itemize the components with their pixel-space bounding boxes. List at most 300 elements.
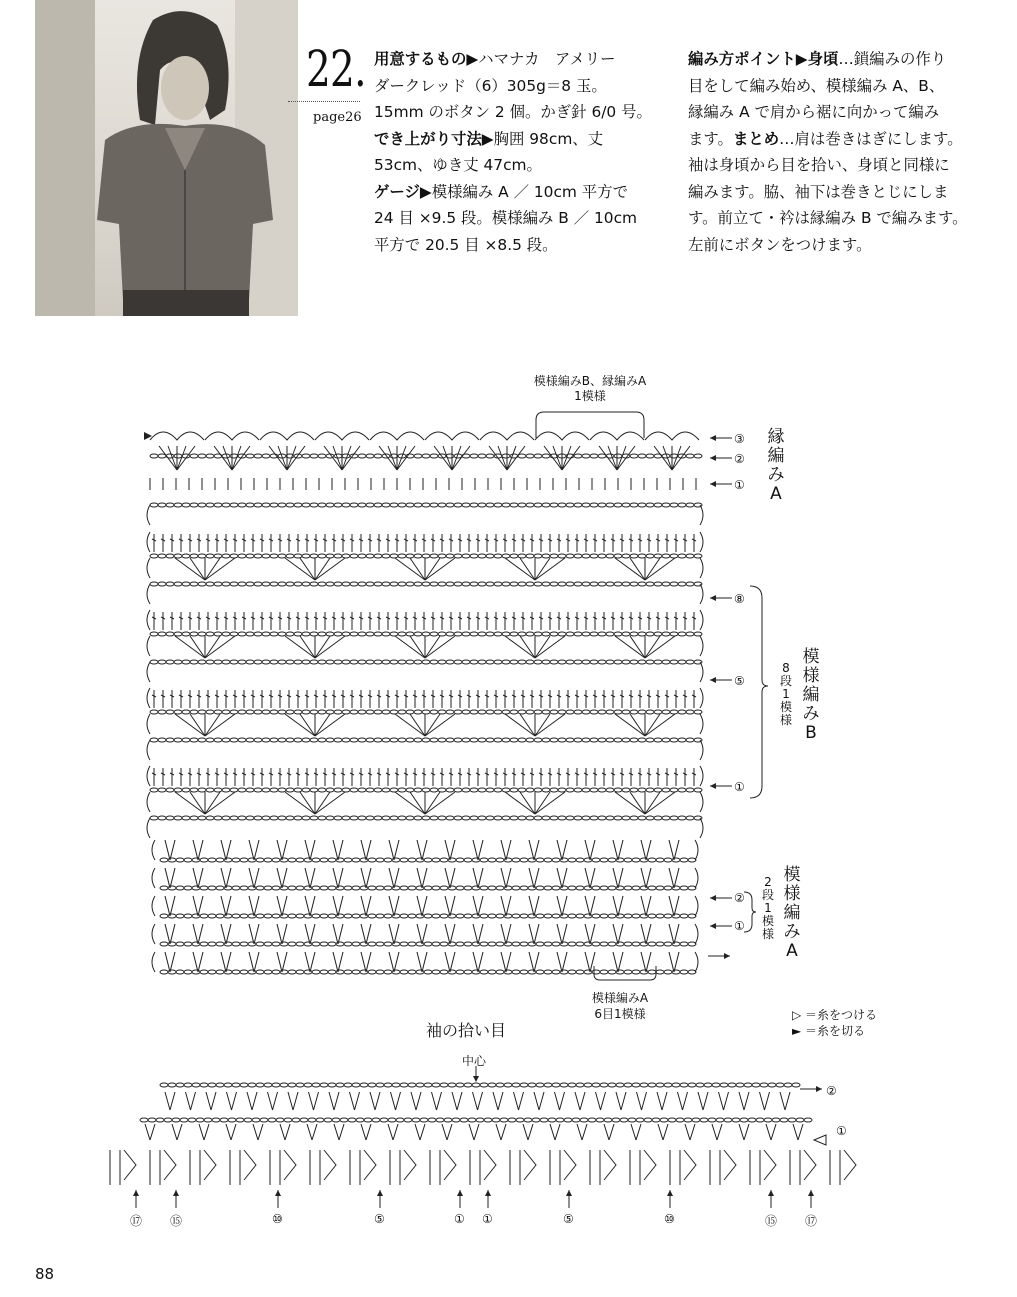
chain-stitch bbox=[222, 816, 230, 820]
chain-stitch bbox=[286, 582, 294, 586]
materials-line-2: ダークレッド（6）305g＝8 玉。 bbox=[374, 76, 607, 95]
chain-stitch bbox=[470, 816, 478, 820]
chain-stitch bbox=[502, 632, 510, 636]
chain-stitch bbox=[686, 788, 694, 792]
fan-stitch bbox=[205, 792, 235, 814]
chain-stitch bbox=[472, 1083, 480, 1087]
chain-stitch bbox=[430, 788, 438, 792]
fan-stitch bbox=[425, 558, 440, 580]
v-stitch bbox=[646, 868, 651, 888]
chain-stitch bbox=[542, 788, 550, 792]
chain-stitch bbox=[536, 914, 544, 918]
v-stitch bbox=[366, 840, 371, 860]
chain-stitch bbox=[680, 970, 688, 974]
chain-stitch bbox=[256, 970, 264, 974]
chain-stitch bbox=[502, 454, 510, 458]
v-stitch bbox=[282, 896, 287, 916]
chain-stitch bbox=[198, 816, 206, 820]
arrow-up-icon bbox=[457, 1190, 463, 1196]
chain-stitch bbox=[480, 942, 488, 946]
chain-stitch bbox=[590, 503, 598, 507]
v-stitch bbox=[389, 896, 394, 916]
chain-stitch bbox=[182, 660, 190, 664]
chain-stitch bbox=[430, 454, 438, 458]
fan-stitch bbox=[205, 636, 220, 658]
chain-stitch bbox=[614, 738, 622, 742]
chain-stitch bbox=[608, 942, 616, 946]
chain-stitch bbox=[520, 942, 528, 946]
arrow-left-icon bbox=[710, 595, 716, 601]
chain-stitch bbox=[656, 970, 664, 974]
chain-stitch bbox=[246, 454, 254, 458]
chain-stitch bbox=[456, 942, 464, 946]
chain-stitch bbox=[286, 710, 294, 714]
v-stitch bbox=[366, 924, 371, 944]
chain-stitch bbox=[308, 1118, 316, 1122]
v-stitch bbox=[445, 952, 450, 972]
chain-stitch bbox=[400, 886, 408, 890]
chain-stitch bbox=[528, 970, 536, 974]
v-stitch bbox=[422, 924, 427, 944]
chain-stitch bbox=[672, 970, 680, 974]
chain-stitch bbox=[534, 554, 542, 558]
chain-stitch bbox=[486, 454, 494, 458]
turning-chain bbox=[147, 532, 150, 552]
triangle-icon: ▶ bbox=[481, 129, 494, 148]
v-stitch bbox=[165, 896, 170, 916]
fan-stitch bbox=[505, 636, 535, 658]
edge-row-1: ① bbox=[734, 478, 745, 492]
top-label-2: 1模様 bbox=[574, 389, 606, 403]
fan-stitch bbox=[615, 714, 645, 736]
v-stitch bbox=[366, 952, 371, 972]
chain-stitch bbox=[208, 914, 216, 918]
chain-stitch bbox=[592, 1083, 600, 1087]
sleeve-mark-1-right: ① bbox=[482, 1212, 493, 1226]
chain-stitch bbox=[390, 816, 398, 820]
turning-chain bbox=[152, 924, 155, 944]
chain-stitch bbox=[428, 1118, 436, 1122]
v-stitch bbox=[249, 952, 254, 972]
chain-stitch bbox=[696, 1083, 704, 1087]
chain-stitch bbox=[302, 454, 310, 458]
v-stitch bbox=[641, 840, 646, 860]
chain-stitch bbox=[280, 942, 288, 946]
thread-attach-icon bbox=[814, 1135, 826, 1145]
fan-stitch bbox=[425, 792, 455, 814]
chain-stitch bbox=[456, 1083, 464, 1087]
v-stitch bbox=[636, 1124, 641, 1140]
chain-stitch bbox=[190, 816, 198, 820]
chain-stitch bbox=[598, 788, 606, 792]
chain-stitch bbox=[300, 1118, 308, 1122]
v-stitch bbox=[452, 1092, 457, 1110]
chain-stitch bbox=[472, 970, 480, 974]
chain-stitch bbox=[438, 503, 446, 507]
chain-stitch bbox=[558, 582, 566, 586]
chain-stitch bbox=[494, 503, 502, 507]
chain-stitch bbox=[776, 1083, 784, 1087]
v-stitch bbox=[478, 840, 483, 860]
fan-stitch bbox=[535, 558, 565, 580]
chain-stitch bbox=[672, 1083, 680, 1087]
chain-stitch bbox=[198, 554, 206, 558]
fan-stitch bbox=[520, 636, 535, 658]
chain-stitch bbox=[614, 816, 622, 820]
chain-stitch bbox=[382, 632, 390, 636]
chain-stitch bbox=[646, 554, 654, 558]
chain-stitch bbox=[388, 1118, 396, 1122]
chain-stitch bbox=[342, 582, 350, 586]
chain-stitch bbox=[454, 738, 462, 742]
materials-line-3: 15mm のボタン 2 個。かぎ針 6/0 号。 bbox=[374, 103, 652, 121]
chain-stitch bbox=[264, 942, 272, 946]
chain-stitch bbox=[200, 970, 208, 974]
chain-stitch bbox=[424, 886, 432, 890]
turning-chain bbox=[700, 818, 703, 838]
chain-stitch bbox=[406, 632, 414, 636]
chain-stitch bbox=[544, 942, 552, 946]
chain-stitch bbox=[358, 632, 366, 636]
chain-stitch bbox=[208, 970, 216, 974]
fan-stitch bbox=[315, 714, 345, 736]
chain-stitch bbox=[684, 1118, 692, 1122]
chain-stitch bbox=[598, 554, 606, 558]
chain-stitch bbox=[272, 858, 280, 862]
chain-stitch bbox=[582, 454, 590, 458]
chain-stitch bbox=[366, 632, 374, 636]
v-stitch bbox=[254, 952, 259, 972]
chain-stitch bbox=[504, 858, 512, 862]
v-stitch bbox=[338, 924, 343, 944]
chain-stitch bbox=[192, 914, 200, 918]
chain-stitch bbox=[464, 858, 472, 862]
chain-stitch bbox=[670, 660, 678, 664]
chain-stitch bbox=[366, 738, 374, 742]
arrow-left-icon bbox=[710, 923, 716, 929]
chain-stitch bbox=[566, 582, 574, 586]
v-stitch bbox=[254, 924, 259, 944]
chain-stitch bbox=[638, 503, 646, 507]
chain-stitch bbox=[166, 710, 174, 714]
v-stitch bbox=[674, 896, 679, 916]
chain-stitch bbox=[688, 886, 696, 890]
chain-stitch bbox=[662, 503, 670, 507]
chain-stitch bbox=[680, 914, 688, 918]
chain-stitch bbox=[544, 1083, 552, 1087]
v-stitch bbox=[445, 840, 450, 860]
v-stitch bbox=[613, 952, 618, 972]
pattern-b-row-5: ⑤ bbox=[734, 674, 745, 688]
fan-stitch bbox=[410, 558, 425, 580]
chain-stitch bbox=[160, 858, 168, 862]
chain-stitch bbox=[552, 914, 560, 918]
chain-stitch bbox=[384, 914, 392, 918]
chain-stitch bbox=[168, 886, 176, 890]
chain-stitch bbox=[174, 454, 182, 458]
turning-chain bbox=[152, 868, 155, 888]
chain-stitch bbox=[804, 1118, 812, 1122]
chain-stitch bbox=[294, 738, 302, 742]
v-stitch bbox=[473, 868, 478, 888]
fan-stitch bbox=[205, 558, 220, 580]
chain-stitch bbox=[694, 454, 702, 458]
chain-stitch bbox=[408, 970, 416, 974]
chain-stitch bbox=[520, 914, 528, 918]
v-stitch bbox=[170, 896, 175, 916]
chain-stitch bbox=[232, 914, 240, 918]
chain-stitch bbox=[248, 970, 256, 974]
turning-chain bbox=[700, 688, 703, 708]
chain-stitch bbox=[380, 1118, 388, 1122]
chain-stitch bbox=[496, 886, 504, 890]
v-stitch bbox=[646, 896, 651, 916]
chain-stitch bbox=[446, 582, 454, 586]
v-stitch bbox=[333, 896, 338, 916]
chain-stitch bbox=[350, 582, 358, 586]
chain-stitch bbox=[398, 710, 406, 714]
chain-stitch bbox=[480, 858, 488, 862]
chain-stitch bbox=[542, 738, 550, 742]
chain-stitch bbox=[238, 582, 246, 586]
chain-stitch bbox=[526, 816, 534, 820]
chain-stitch bbox=[654, 632, 662, 636]
chain-stitch bbox=[358, 816, 366, 820]
chain-stitch bbox=[246, 660, 254, 664]
chain-stitch bbox=[582, 816, 590, 820]
chain-stitch bbox=[294, 503, 302, 507]
chain-stitch bbox=[340, 1118, 348, 1122]
arrow-up-icon bbox=[768, 1190, 774, 1196]
chain-stitch bbox=[640, 886, 648, 890]
chain-stitch bbox=[692, 1118, 700, 1122]
fan-stitch bbox=[395, 714, 425, 736]
v-stitch bbox=[641, 952, 646, 972]
chain-stitch bbox=[616, 858, 624, 862]
chain-stitch bbox=[592, 886, 600, 890]
sleeve-chevron bbox=[164, 1150, 176, 1180]
chain-stitch bbox=[158, 632, 166, 636]
sleeve-mark-1-left: ① bbox=[454, 1212, 465, 1226]
turning-chain bbox=[700, 610, 703, 630]
v-stitch bbox=[613, 868, 618, 888]
v-stitch bbox=[361, 1124, 366, 1140]
chain-stitch bbox=[302, 632, 310, 636]
v-stitch bbox=[585, 840, 590, 860]
v-stitch bbox=[717, 1124, 722, 1140]
chain-stitch bbox=[662, 632, 670, 636]
sleeve-mark-17-left: ⑰ bbox=[130, 1214, 143, 1228]
chain-stitch bbox=[432, 858, 440, 862]
chain-stitch bbox=[664, 886, 672, 890]
v-stitch bbox=[310, 924, 315, 944]
chain-stitch bbox=[512, 1083, 520, 1087]
chain-stitch bbox=[518, 816, 526, 820]
chain-stitch bbox=[376, 942, 384, 946]
v-stitch bbox=[506, 896, 511, 916]
chain-stitch bbox=[448, 914, 456, 918]
chain-stitch bbox=[416, 970, 424, 974]
chain-stitch bbox=[398, 632, 406, 636]
chain-stitch bbox=[542, 582, 550, 586]
chain-stitch bbox=[264, 858, 272, 862]
chain-stitch bbox=[150, 816, 158, 820]
chain-stitch bbox=[166, 660, 174, 664]
chain-stitch bbox=[518, 454, 526, 458]
chain-stitch bbox=[348, 1118, 356, 1122]
chain-stitch bbox=[638, 660, 646, 664]
chain-stitch bbox=[278, 788, 286, 792]
chain-stitch bbox=[552, 886, 560, 890]
chain-stitch bbox=[520, 886, 528, 890]
fan-stitch bbox=[315, 714, 330, 736]
points-line-7: す。前立て・衿は縁編み B で編みます。 bbox=[688, 209, 968, 227]
v-stitch bbox=[529, 868, 534, 888]
v-stitch bbox=[422, 840, 427, 860]
chain-stitch bbox=[254, 503, 262, 507]
chain-stitch bbox=[342, 503, 350, 507]
chain-stitch bbox=[318, 710, 326, 714]
chain-stitch bbox=[534, 788, 542, 792]
chain-stitch bbox=[374, 503, 382, 507]
chain-stitch bbox=[550, 582, 558, 586]
v-stitch bbox=[473, 1092, 478, 1110]
v-stitch bbox=[663, 1124, 668, 1140]
chain-stitch bbox=[390, 503, 398, 507]
sleeve-mark-17-right: ⑰ bbox=[805, 1214, 818, 1228]
chain-stitch bbox=[558, 503, 566, 507]
chain-stitch bbox=[614, 788, 622, 792]
chain-stitch bbox=[278, 710, 286, 714]
chain-stitch bbox=[630, 738, 638, 742]
chain-stitch bbox=[600, 970, 608, 974]
chain-stitch bbox=[206, 710, 214, 714]
chain-stitch bbox=[238, 710, 246, 714]
chain-stitch bbox=[406, 710, 414, 714]
chain-stitch bbox=[264, 970, 272, 974]
legend-attach: ▷ ＝糸をつける bbox=[792, 1008, 878, 1022]
chain-stitch bbox=[262, 816, 270, 820]
chain-stitch bbox=[294, 582, 302, 586]
chain-stitch bbox=[164, 1118, 172, 1122]
v-stitch bbox=[277, 952, 282, 972]
chain-stitch bbox=[422, 632, 430, 636]
v-stitch bbox=[361, 868, 366, 888]
chain-stitch bbox=[200, 1083, 208, 1087]
chain-stitch bbox=[518, 554, 526, 558]
chain-stitch bbox=[678, 788, 686, 792]
sleeve-mark-15-left: ⑮ bbox=[170, 1214, 183, 1228]
v-stitch bbox=[580, 1092, 585, 1110]
sleeve-chevron bbox=[124, 1150, 136, 1180]
chain-stitch bbox=[430, 738, 438, 742]
chain-stitch bbox=[542, 816, 550, 820]
fan-stitch bbox=[630, 636, 645, 658]
v-stitch bbox=[674, 924, 679, 944]
v-stitch bbox=[724, 1092, 729, 1110]
v-stitch bbox=[388, 1124, 393, 1140]
turning-chain bbox=[700, 662, 703, 682]
chain-stitch bbox=[384, 886, 392, 890]
chain-stitch bbox=[422, 454, 430, 458]
v-stitch bbox=[678, 1092, 683, 1110]
v-stitch bbox=[170, 868, 175, 888]
v-stitch bbox=[539, 1092, 544, 1110]
fan-stitch bbox=[315, 636, 330, 658]
chain-stitch bbox=[288, 886, 296, 890]
chain-stitch bbox=[240, 970, 248, 974]
chain-stitch bbox=[486, 788, 494, 792]
v-stitch bbox=[534, 952, 539, 972]
chain-stitch bbox=[184, 970, 192, 974]
v-stitch bbox=[249, 924, 254, 944]
chain-stitch bbox=[526, 738, 534, 742]
v-stitch bbox=[432, 1092, 437, 1110]
chain-stitch bbox=[510, 554, 518, 558]
v-stitch bbox=[585, 924, 590, 944]
chain-stitch bbox=[638, 738, 646, 742]
chain-stitch bbox=[350, 816, 358, 820]
chain-stitch bbox=[270, 554, 278, 558]
chain-stitch bbox=[640, 858, 648, 862]
chain-stitch bbox=[246, 554, 254, 558]
v-stitch bbox=[422, 952, 427, 972]
v-stitch bbox=[417, 896, 422, 916]
chain-stitch bbox=[224, 970, 232, 974]
v-stitch bbox=[641, 868, 646, 888]
chain-stitch bbox=[670, 788, 678, 792]
v-stitch bbox=[338, 840, 343, 860]
fan-stitch bbox=[535, 636, 565, 658]
v-stitch bbox=[616, 1092, 621, 1110]
v-stitch bbox=[310, 952, 315, 972]
v-stitch bbox=[631, 1124, 636, 1140]
v-stitch bbox=[282, 952, 287, 972]
chain-stitch bbox=[382, 710, 390, 714]
chain-stitch bbox=[576, 942, 584, 946]
chain-stitch bbox=[510, 582, 518, 586]
v-stitch bbox=[394, 840, 399, 860]
chain-stitch bbox=[200, 914, 208, 918]
chain-stitch bbox=[576, 886, 584, 890]
fan-stitch bbox=[645, 558, 660, 580]
chain-stitch bbox=[454, 554, 462, 558]
chain-stitch bbox=[430, 554, 438, 558]
chain-stitch bbox=[358, 554, 366, 558]
chain-stitch bbox=[326, 503, 334, 507]
chain-stitch bbox=[574, 660, 582, 664]
v-stitch bbox=[501, 1124, 506, 1140]
chain-stitch bbox=[240, 1083, 248, 1087]
v-stitch bbox=[637, 1092, 642, 1110]
chain-stitch bbox=[390, 632, 398, 636]
triangle-icon: ▶ bbox=[795, 50, 808, 68]
chain-stitch bbox=[158, 582, 166, 586]
chain-stitch bbox=[478, 582, 486, 586]
sleeve-chevron bbox=[404, 1150, 416, 1180]
chain-stitch bbox=[200, 858, 208, 862]
v-stitch bbox=[712, 1124, 717, 1140]
chain-stitch bbox=[392, 942, 400, 946]
chain-stitch bbox=[350, 710, 358, 714]
points-label: 編み方ポイント bbox=[688, 50, 796, 68]
v-stitch bbox=[254, 896, 259, 916]
chain-stitch bbox=[296, 858, 304, 862]
chain-stitch bbox=[596, 1118, 604, 1122]
chain-stitch bbox=[334, 710, 342, 714]
chain-stitch bbox=[222, 632, 230, 636]
chain-stitch bbox=[676, 1118, 684, 1122]
